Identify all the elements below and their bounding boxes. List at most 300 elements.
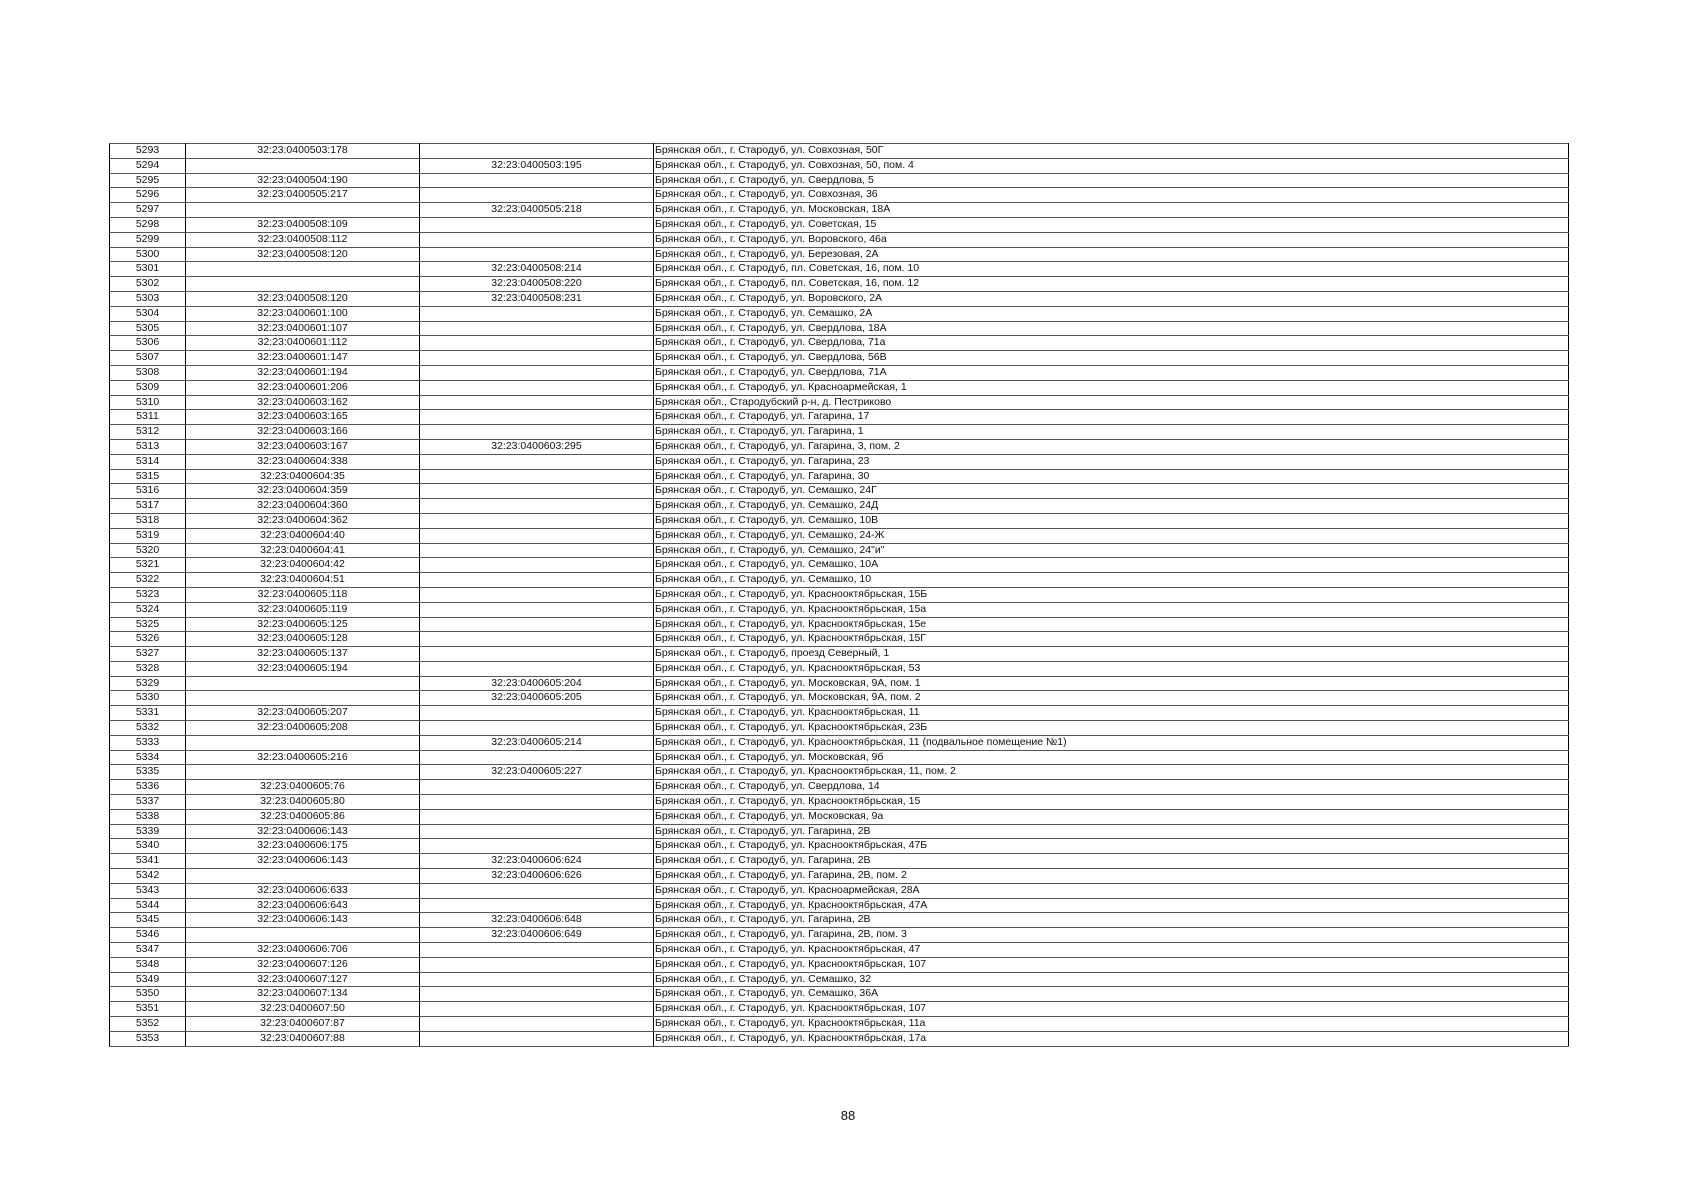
table-row [110, 721, 1569, 736]
row-number-cell: 5308 [110, 365, 186, 380]
row-number-cell: 5321 [110, 558, 186, 573]
cadastral-number-cell: 32:23:0400601:100 [186, 306, 420, 321]
building-cadastral-number-cell: 32:23:0400605:214 [420, 735, 654, 750]
table-row [110, 351, 1569, 366]
table-row [110, 558, 1569, 573]
table-row [110, 987, 1569, 1002]
building-cadastral-number-cell: 32:23:0400603:295 [420, 439, 654, 454]
address-cell: Брянская обл., г. Стародуб, ул. Гагарина, 30 [654, 469, 1569, 484]
table-row [110, 203, 1569, 218]
row-number-cell: 5297 [110, 203, 186, 218]
table-row [110, 232, 1569, 247]
address-cell: Брянская обл., г. Стародуб, ул. Краснооктябрьская, 53 [654, 661, 1569, 676]
row-number-cell: 5330 [110, 691, 186, 706]
row-number-cell: 5322 [110, 573, 186, 588]
row-number-cell: 5323 [110, 587, 186, 602]
row-number-cell: 5298 [110, 217, 186, 232]
building-cadastral-number-cell [420, 972, 654, 987]
row-number-cell: 5353 [110, 1031, 186, 1046]
address-cell: Брянская обл., г. Стародуб, ул. Краснооктябрьская, 15а [654, 602, 1569, 617]
building-cadastral-number-cell: 32:23:0400505:218 [420, 203, 654, 218]
table-row [110, 691, 1569, 706]
row-number-cell: 5320 [110, 543, 186, 558]
building-cadastral-number-cell [420, 839, 654, 854]
row-number-cell: 5319 [110, 528, 186, 543]
address-cell: Брянская обл., г. Стародуб, ул. Краснооктябрьская, 47А [654, 898, 1569, 913]
address-cell: Брянская обл., г. Стародуб, ул. Гагарина, 1 [654, 425, 1569, 440]
building-cadastral-number-cell [420, 336, 654, 351]
cadastral-number-cell: 32:23:0400605:207 [186, 706, 420, 721]
cadastral-number-cell: 32:23:0400605:128 [186, 632, 420, 647]
address-cell: Брянская обл., г. Стародуб, ул. Семашко, 24Г [654, 484, 1569, 499]
cadastral-number-cell: 32:23:0400605:86 [186, 809, 420, 824]
building-cadastral-number-cell [420, 587, 654, 602]
table-row [110, 839, 1569, 854]
cadastral-number-cell: 32:23:0400605:216 [186, 750, 420, 765]
building-cadastral-number-cell [420, 602, 654, 617]
table-row [110, 854, 1569, 869]
row-number-cell: 5294 [110, 158, 186, 173]
cadastral-number-cell: 32:23:0400503:178 [186, 144, 420, 159]
building-cadastral-number-cell [420, 380, 654, 395]
row-number-cell: 5343 [110, 883, 186, 898]
address-cell: Брянская обл., г. Стародуб, проезд Северный, 1 [654, 647, 1569, 662]
cadastral-number-cell: 32:23:0400508:120 [186, 291, 420, 306]
table-row [110, 484, 1569, 499]
cadastral-number-cell: 32:23:0400606:143 [186, 824, 420, 839]
row-number-cell: 5349 [110, 972, 186, 987]
cadastral-number-cell [186, 735, 420, 750]
building-cadastral-number-cell [420, 469, 654, 484]
row-number-cell: 5325 [110, 617, 186, 632]
building-cadastral-number-cell: 32:23:0400605:227 [420, 765, 654, 780]
table-row [110, 735, 1569, 750]
building-cadastral-number-cell [420, 943, 654, 958]
table-row [110, 957, 1569, 972]
cadastral-number-cell: 32:23:0400601:112 [186, 336, 420, 351]
cadastral-number-cell: 32:23:0400607:126 [186, 957, 420, 972]
building-cadastral-number-cell [420, 188, 654, 203]
building-cadastral-number-cell [420, 706, 654, 721]
address-cell: Брянская обл., г. Стародуб, ул. Совхозная, 50, пом. 4 [654, 158, 1569, 173]
table-row [110, 913, 1569, 928]
table-row [110, 587, 1569, 602]
address-cell: Брянская обл., г. Стародуб, ул. Московская, 9А, пом. 1 [654, 676, 1569, 691]
building-cadastral-number-cell [420, 484, 654, 499]
address-cell: Брянская обл., г. Стародуб, ул. Гагарина, 2В [654, 854, 1569, 869]
address-cell: Брянская обл., г. Стародуб, ул. Свердлова, 18А [654, 321, 1569, 336]
page-number: 88 [840, 1108, 856, 1123]
building-cadastral-number-cell [420, 795, 654, 810]
address-cell: Брянская обл., г. Стародуб, ул. Гагарина, 2В [654, 913, 1569, 928]
building-cadastral-number-cell [420, 1002, 654, 1017]
register-table-body [110, 144, 1569, 1047]
building-cadastral-number-cell: 32:23:0400605:204 [420, 676, 654, 691]
building-cadastral-number-cell [420, 321, 654, 336]
cadastral-number-cell: 32:23:0400605:194 [186, 661, 420, 676]
cadastral-number-cell: 32:23:0400603:162 [186, 395, 420, 410]
cadastral-number-cell: 32:23:0400508:109 [186, 217, 420, 232]
table-row [110, 617, 1569, 632]
table-row [110, 573, 1569, 588]
address-cell: Брянская обл., г. Стародуб, ул. Красноармейская, 1 [654, 380, 1569, 395]
address-cell: Брянская обл., г. Стародуб, ул. Краснооктябрьская, 17а [654, 1031, 1569, 1046]
table-row [110, 543, 1569, 558]
row-number-cell: 5327 [110, 647, 186, 662]
row-number-cell: 5350 [110, 987, 186, 1002]
address-cell: Брянская обл., г. Стародуб, ул. Краснооктябрьская, 23Б [654, 721, 1569, 736]
address-cell: Брянская обл., г. Стародуб, ул. Семашко, 24-Ж [654, 528, 1569, 543]
row-number-cell: 5299 [110, 232, 186, 247]
address-cell: Брянская обл., г. Стародуб, ул. Краснооктябрьская, 15Г [654, 632, 1569, 647]
address-cell: Брянская обл., г. Стародуб, ул. Семашко, 32 [654, 972, 1569, 987]
address-cell: Брянская обл., г. Стародуб, ул. Семашко, 36А [654, 987, 1569, 1002]
building-cadastral-number-cell [420, 232, 654, 247]
cadastral-number-cell: 32:23:0400601:194 [186, 365, 420, 380]
building-cadastral-number-cell [420, 528, 654, 543]
row-number-cell: 5293 [110, 144, 186, 159]
building-cadastral-number-cell [420, 306, 654, 321]
row-number-cell: 5332 [110, 721, 186, 736]
building-cadastral-number-cell [420, 632, 654, 647]
table-row [110, 972, 1569, 987]
table-row [110, 365, 1569, 380]
building-cadastral-number-cell [420, 454, 654, 469]
table-row [110, 410, 1569, 425]
address-cell: Брянская обл., г. Стародуб, ул. Совхозная, 50Г [654, 144, 1569, 159]
table-row [110, 1031, 1569, 1046]
address-cell: Брянская обл., г. Стародуб, ул. Совхозная, 36 [654, 188, 1569, 203]
cadastral-number-cell: 32:23:0400604:360 [186, 499, 420, 514]
row-number-cell: 5342 [110, 869, 186, 884]
cadastral-number-cell: 32:23:0400606:143 [186, 913, 420, 928]
table-row [110, 1017, 1569, 1032]
building-cadastral-number-cell [420, 647, 654, 662]
table-row [110, 158, 1569, 173]
table-row [110, 883, 1569, 898]
cadastral-number-cell: 32:23:0400504:190 [186, 173, 420, 188]
building-cadastral-number-cell: 32:23:0400508:231 [420, 291, 654, 306]
address-cell: Брянская обл., г. Стародуб, ул. Краснооктябрьская, 11 [654, 706, 1569, 721]
address-cell: Брянская обл., г. Стародуб, ул. Семашко, 10В [654, 513, 1569, 528]
table-row [110, 425, 1569, 440]
cadastral-number-cell: 32:23:0400606:633 [186, 883, 420, 898]
row-number-cell: 5340 [110, 839, 186, 854]
building-cadastral-number-cell [420, 217, 654, 232]
cadastral-number-cell: 32:23:0400607:50 [186, 1002, 420, 1017]
cadastral-number-cell [186, 869, 420, 884]
cadastral-number-cell [186, 676, 420, 691]
cadastral-number-cell: 32:23:0400604:35 [186, 469, 420, 484]
table-row [110, 499, 1569, 514]
table-row [110, 661, 1569, 676]
cadastral-number-cell: 32:23:0400604:51 [186, 573, 420, 588]
row-number-cell: 5309 [110, 380, 186, 395]
address-cell: Брянская обл., г. Стародуб, ул. Краснооктябрьская, 11а [654, 1017, 1569, 1032]
building-cadastral-number-cell [420, 809, 654, 824]
row-number-cell: 5329 [110, 676, 186, 691]
table-row [110, 336, 1569, 351]
address-cell: Брянская обл., г. Стародуб, ул. Гагарина, 3, пом. 2 [654, 439, 1569, 454]
address-cell: Брянская обл., г. Стародуб, ул. Семашко, 24"и" [654, 543, 1569, 558]
row-number-cell: 5336 [110, 780, 186, 795]
table-row [110, 395, 1569, 410]
table-row [110, 380, 1569, 395]
building-cadastral-number-cell [420, 721, 654, 736]
table-row [110, 1002, 1569, 1017]
table-row [110, 262, 1569, 277]
address-cell: Брянская обл., г. Стародуб, ул. Краснооктябрьская, 47 [654, 943, 1569, 958]
address-cell: Брянская обл., г. Стародуб, ул. Березовая, 2А [654, 247, 1569, 262]
table-row [110, 144, 1569, 159]
cadastral-number-cell: 32:23:0400601:147 [186, 351, 420, 366]
cadastral-number-cell [186, 262, 420, 277]
row-number-cell: 5324 [110, 602, 186, 617]
row-number-cell: 5306 [110, 336, 186, 351]
building-cadastral-number-cell [420, 750, 654, 765]
row-number-cell: 5305 [110, 321, 186, 336]
building-cadastral-number-cell [420, 410, 654, 425]
building-cadastral-number-cell [420, 558, 654, 573]
cadastral-number-cell: 32:23:0400505:217 [186, 188, 420, 203]
cadastral-number-cell: 32:23:0400606:706 [186, 943, 420, 958]
building-cadastral-number-cell [420, 617, 654, 632]
row-number-cell: 5312 [110, 425, 186, 440]
row-number-cell: 5315 [110, 469, 186, 484]
address-cell: Брянская обл., г. Стародуб, ул. Московская, 18А [654, 203, 1569, 218]
address-cell: Брянская обл., г. Стародуб, ул. Советская, 15 [654, 217, 1569, 232]
cadastral-number-cell: 32:23:0400605:208 [186, 721, 420, 736]
cadastral-number-cell: 32:23:0400606:643 [186, 898, 420, 913]
address-cell: Брянская обл., г. Стародуб, ул. Свердлова, 56В [654, 351, 1569, 366]
building-cadastral-number-cell [420, 247, 654, 262]
address-cell: Брянская обл., г. Стародуб, ул. Свердлова, 71а [654, 336, 1569, 351]
address-cell: Брянская обл., г. Стародуб, ул. Семашко, 10 [654, 573, 1569, 588]
cadastral-number-cell: 32:23:0400607:88 [186, 1031, 420, 1046]
address-cell: Брянская обл., г. Стародуб, ул. Краснооктябрьская, 11 (подвальное помещение №1) [654, 735, 1569, 750]
table-row [110, 750, 1569, 765]
property-register-table [109, 143, 1569, 1047]
building-cadastral-number-cell: 32:23:0400605:205 [420, 691, 654, 706]
building-cadastral-number-cell: 32:23:0400508:220 [420, 277, 654, 292]
row-number-cell: 5346 [110, 928, 186, 943]
row-number-cell: 5348 [110, 957, 186, 972]
table-row [110, 528, 1569, 543]
building-cadastral-number-cell [420, 573, 654, 588]
cadastral-number-cell: 32:23:0400603:166 [186, 425, 420, 440]
row-number-cell: 5316 [110, 484, 186, 499]
row-number-cell: 5304 [110, 306, 186, 321]
table-row [110, 173, 1569, 188]
address-cell: Брянская обл., г. Стародуб, ул. Краснооктябрьская, 107 [654, 957, 1569, 972]
cadastral-number-cell [186, 277, 420, 292]
address-cell: Брянская обл., г. Стародуб, пл. Советская, 16, пом. 12 [654, 277, 1569, 292]
table-row [110, 277, 1569, 292]
address-cell: Брянская обл., г. Стародуб, ул. Свердлова, 5 [654, 173, 1569, 188]
address-cell: Брянская обл., г. Стародуб, ул. Московская, 9А, пом. 2 [654, 691, 1569, 706]
row-number-cell: 5310 [110, 395, 186, 410]
cadastral-number-cell: 32:23:0400605:118 [186, 587, 420, 602]
cadastral-number-cell: 32:23:0400605:80 [186, 795, 420, 810]
cadastral-number-cell: 32:23:0400604:338 [186, 454, 420, 469]
cadastral-number-cell: 32:23:0400601:206 [186, 380, 420, 395]
cadastral-number-cell: 32:23:0400604:40 [186, 528, 420, 543]
row-number-cell: 5301 [110, 262, 186, 277]
table-row [110, 513, 1569, 528]
building-cadastral-number-cell [420, 351, 654, 366]
cadastral-number-cell: 32:23:0400604:359 [186, 484, 420, 499]
table-row [110, 454, 1569, 469]
table-row [110, 632, 1569, 647]
table-row [110, 943, 1569, 958]
row-number-cell: 5295 [110, 173, 186, 188]
building-cadastral-number-cell [420, 513, 654, 528]
building-cadastral-number-cell [420, 543, 654, 558]
table-row [110, 824, 1569, 839]
cadastral-number-cell [186, 158, 420, 173]
table-row [110, 780, 1569, 795]
table-row [110, 217, 1569, 232]
cadastral-number-cell: 32:23:0400607:134 [186, 987, 420, 1002]
row-number-cell: 5314 [110, 454, 186, 469]
building-cadastral-number-cell [420, 898, 654, 913]
address-cell: Брянская обл., г. Стародуб, ул. Свердлова, 71А [654, 365, 1569, 380]
building-cadastral-number-cell [420, 661, 654, 676]
building-cadastral-number-cell [420, 780, 654, 795]
row-number-cell: 5318 [110, 513, 186, 528]
cadastral-number-cell: 32:23:0400604:42 [186, 558, 420, 573]
row-number-cell: 5338 [110, 809, 186, 824]
row-number-cell: 5335 [110, 765, 186, 780]
cadastral-number-cell: 32:23:0400603:167 [186, 439, 420, 454]
row-number-cell: 5296 [110, 188, 186, 203]
table-row [110, 765, 1569, 780]
row-number-cell: 5352 [110, 1017, 186, 1032]
row-number-cell: 5344 [110, 898, 186, 913]
address-cell: Брянская обл., г. Стародуб, пл. Советская, 16, пом. 10 [654, 262, 1569, 277]
table-row [110, 247, 1569, 262]
address-cell: Брянская обл., г. Стародуб, ул. Гагарина, 2В [654, 824, 1569, 839]
row-number-cell: 5351 [110, 1002, 186, 1017]
table-row [110, 869, 1569, 884]
building-cadastral-number-cell [420, 824, 654, 839]
table-row [110, 706, 1569, 721]
row-number-cell: 5313 [110, 439, 186, 454]
cadastral-number-cell: 32:23:0400508:112 [186, 232, 420, 247]
cadastral-number-cell: 32:23:0400607:87 [186, 1017, 420, 1032]
row-number-cell: 5326 [110, 632, 186, 647]
cadastral-number-cell: 32:23:0400605:119 [186, 602, 420, 617]
table-row [110, 439, 1569, 454]
building-cadastral-number-cell: 32:23:0400508:214 [420, 262, 654, 277]
cadastral-number-cell: 32:23:0400606:143 [186, 854, 420, 869]
building-cadastral-number-cell [420, 173, 654, 188]
row-number-cell: 5311 [110, 410, 186, 425]
building-cadastral-number-cell [420, 365, 654, 380]
building-cadastral-number-cell [420, 1017, 654, 1032]
building-cadastral-number-cell [420, 425, 654, 440]
row-number-cell: 5339 [110, 824, 186, 839]
row-number-cell: 5334 [110, 750, 186, 765]
address-cell: Брянская обл., г. Стародуб, ул. Семашко, 24Д [654, 499, 1569, 514]
address-cell: Брянская обл., г. Стародуб, ул. Гагарина, 17 [654, 410, 1569, 425]
address-cell: Брянская обл., г. Стародуб, ул. Краснооктябрьская, 107 [654, 1002, 1569, 1017]
address-cell: Брянская обл., г. Стародуб, ул. Красноармейская, 28А [654, 883, 1569, 898]
row-number-cell: 5328 [110, 661, 186, 676]
address-cell: Брянская обл., г. Стародуб, ул. Краснооктябрьская, 15Б [654, 587, 1569, 602]
address-cell: Брянская обл., г. Стародуб, ул. Краснооктябрьская, 15 [654, 795, 1569, 810]
row-number-cell: 5337 [110, 795, 186, 810]
address-cell: Брянская обл., г. Стародуб, ул. Гагарина, 2В, пом. 2 [654, 869, 1569, 884]
cadastral-number-cell [186, 928, 420, 943]
address-cell: Брянская обл., г. Стародуб, ул. Гагарина, 23 [654, 454, 1569, 469]
building-cadastral-number-cell [420, 144, 654, 159]
address-cell: Брянская обл., г. Стародуб, ул. Московская, 9а [654, 809, 1569, 824]
building-cadastral-number-cell: 32:23:0400503:195 [420, 158, 654, 173]
building-cadastral-number-cell: 32:23:0400606:648 [420, 913, 654, 928]
building-cadastral-number-cell [420, 957, 654, 972]
table-row [110, 321, 1569, 336]
table-row [110, 795, 1569, 810]
table-row [110, 306, 1569, 321]
cadastral-number-cell [186, 765, 420, 780]
table-row [110, 928, 1569, 943]
table-row [110, 809, 1569, 824]
cadastral-number-cell: 32:23:0400607:127 [186, 972, 420, 987]
cadastral-number-cell: 32:23:0400603:165 [186, 410, 420, 425]
address-cell: Брянская обл., г. Стародуб, ул. Московская, 9б [654, 750, 1569, 765]
cadastral-number-cell [186, 691, 420, 706]
table-row [110, 647, 1569, 662]
building-cadastral-number-cell [420, 883, 654, 898]
cadastral-number-cell: 32:23:0400605:125 [186, 617, 420, 632]
building-cadastral-number-cell: 32:23:0400606:649 [420, 928, 654, 943]
table-row [110, 898, 1569, 913]
building-cadastral-number-cell [420, 395, 654, 410]
table-row [110, 602, 1569, 617]
building-cadastral-number-cell [420, 987, 654, 1002]
row-number-cell: 5333 [110, 735, 186, 750]
row-number-cell: 5317 [110, 499, 186, 514]
row-number-cell: 5341 [110, 854, 186, 869]
cadastral-number-cell: 32:23:0400606:175 [186, 839, 420, 854]
cadastral-number-cell: 32:23:0400601:107 [186, 321, 420, 336]
building-cadastral-number-cell [420, 1031, 654, 1046]
row-number-cell: 5347 [110, 943, 186, 958]
row-number-cell: 5302 [110, 277, 186, 292]
building-cadastral-number-cell [420, 499, 654, 514]
cadastral-number-cell [186, 203, 420, 218]
table-row [110, 188, 1569, 203]
address-cell: Брянская обл., г. Стародуб, ул. Семашко, 2А [654, 306, 1569, 321]
table-row [110, 676, 1569, 691]
address-cell: Брянская обл., г. Стародуб, ул. Краснооктябрьская, 11, пом. 2 [654, 765, 1569, 780]
address-cell: Брянская обл., г. Стародуб, ул. Краснооктябрьская, 15е [654, 617, 1569, 632]
building-cadastral-number-cell: 32:23:0400606:624 [420, 854, 654, 869]
row-number-cell: 5345 [110, 913, 186, 928]
table-row [110, 291, 1569, 306]
row-number-cell: 5303 [110, 291, 186, 306]
building-cadastral-number-cell: 32:23:0400606:626 [420, 869, 654, 884]
address-cell: Брянская обл., г. Стародуб, ул. Семашко, 10А [654, 558, 1569, 573]
address-cell: Брянская обл., г. Стародуб, ул. Воровского, 2А [654, 291, 1569, 306]
cadastral-number-cell: 32:23:0400605:137 [186, 647, 420, 662]
table-row [110, 469, 1569, 484]
address-cell: Брянская обл., г. Стародуб, ул. Воровского, 46а [654, 232, 1569, 247]
row-number-cell: 5307 [110, 351, 186, 366]
cadastral-number-cell: 32:23:0400604:362 [186, 513, 420, 528]
address-cell: Брянская обл., Стародубский р-н, д. Пестриково [654, 395, 1569, 410]
